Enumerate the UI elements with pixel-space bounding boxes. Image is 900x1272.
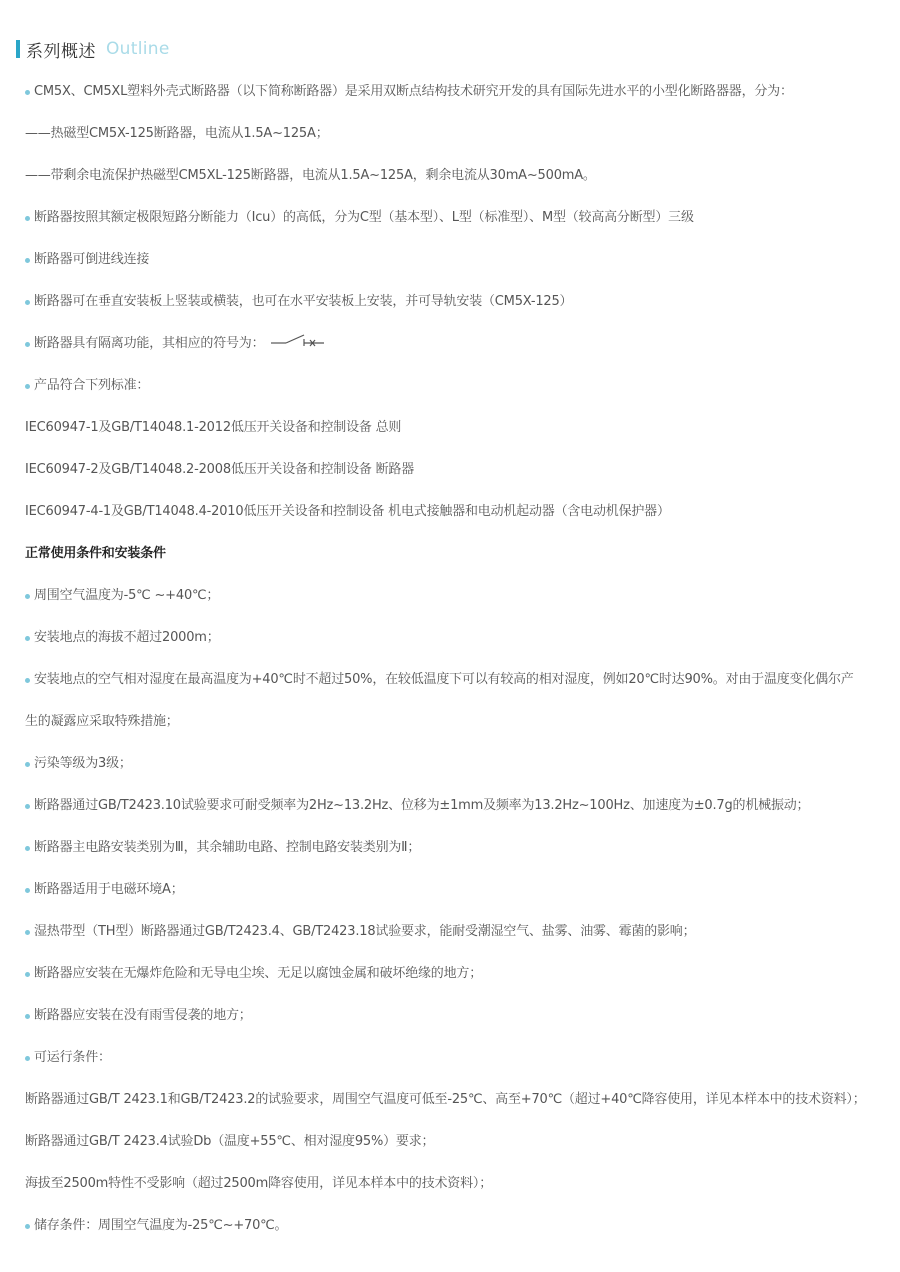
bullet-dot-icon	[25, 846, 30, 851]
line-text: ——带剩余电流保护热磁型CM5XL-125断路器，电流从1.5A~125A，剩余电流从30mA~500mA。	[25, 168, 596, 183]
line-text: IEC60947-4-1及GB/T14048.4-2010低压开关设备和控制设备 机电式接触器和电动机起动器（含电动机保护器）	[25, 504, 670, 519]
line-text: 断路器应安装在无爆炸危险和无导电尘埃、无足以腐蚀金属和破坏绝缘的地方；	[34, 966, 483, 981]
section-title-en: Outline	[106, 39, 170, 59]
accent-bar	[16, 40, 20, 58]
section-heading	[25, 533, 875, 575]
bullet-dot-icon	[25, 90, 30, 95]
bullet-dot-icon	[25, 930, 30, 935]
bullet-dot-icon	[25, 762, 30, 767]
text-line	[25, 1037, 875, 1079]
bullet-dot-icon	[25, 972, 30, 977]
text-line	[25, 743, 875, 785]
content-body	[25, 71, 875, 1247]
line-text: 湿热带型（TH型）断路器通过GB/T2423.4、GB/T2423.18试验要求，能耐受潮湿空气、盐雾、油雾、霉菌的影响；	[34, 924, 696, 939]
text-line	[25, 155, 875, 197]
bullet-dot-icon	[25, 804, 30, 809]
text-line	[25, 407, 875, 449]
text-line	[25, 617, 875, 659]
line-text: 安装地点的空气相对湿度在最高温度为+40℃时不超过50%，在较低温度下可以有较高的相对湿度，例如20℃时达90%。对由于温度变化偶尔产	[34, 672, 854, 687]
text-line	[25, 827, 875, 869]
text-line	[25, 701, 875, 743]
text-line	[25, 1079, 875, 1121]
bullet-dot-icon	[25, 636, 30, 641]
text-line	[25, 113, 875, 155]
isolator-symbol-icon	[270, 323, 326, 365]
line-text: 周围空气温度为-5℃ ~+40℃；	[34, 588, 220, 603]
text-line	[25, 365, 875, 407]
text-line	[25, 239, 875, 281]
text-line	[25, 281, 875, 323]
text-line	[25, 575, 875, 617]
line-text: IEC60947-2及GB/T14048.2-2008低压开关设备和控制设备 断路器	[25, 462, 415, 477]
line-text: 可运行条件：	[34, 1050, 111, 1065]
text-line	[25, 491, 875, 533]
bullet-dot-icon	[25, 594, 30, 599]
text-line	[25, 1205, 875, 1247]
line-text: 断路器通过GB/T 2423.4试验Db（温度+55℃、相对湿度95%）要求；	[25, 1134, 435, 1149]
bullet-dot-icon	[25, 1056, 30, 1061]
line-text: CM5X、CM5XL塑料外壳式断路器（以下简称断路器）是采用双断点结构技术研究开发的具有国际先进水平的小型化断路器器，分为：	[34, 84, 793, 99]
line-text: ——热磁型CM5X-125断路器，电流从1.5A~125A；	[25, 126, 329, 141]
bullet-dot-icon	[25, 1224, 30, 1229]
text-line	[25, 659, 875, 701]
bullet-dot-icon	[25, 300, 30, 305]
line-text: 生的凝露应采取特殊措施；	[25, 714, 179, 729]
text-line	[25, 995, 875, 1037]
line-text: 断路器可在垂直安装板上竖装或横装，也可在水平安装板上安装，并可导轨安装（CM5X-125）	[34, 294, 573, 309]
text-line	[25, 785, 875, 827]
line-text: 安装地点的海拔不超过2000m；	[34, 630, 220, 645]
text-line	[25, 197, 875, 239]
text-line	[25, 911, 875, 953]
line-text: 断路器具有隔离功能，其相应的符号为：	[34, 336, 265, 351]
line-text: 断路器通过GB/T 2423.1和GB/T2423.2的试验要求，周围空气温度可低至-25℃、高至+70℃（超过+40℃降容使用，详见本样本中的技术资料）；	[25, 1092, 866, 1107]
text-line	[25, 1163, 875, 1205]
line-text: 断路器按照其额定极限短路分断能力（Icu）的高低，分为C型（基本型）、L型（标准型）、M型（较高高分断型）三级	[34, 210, 694, 225]
line-text: 产品符合下列标准：	[34, 378, 150, 393]
line-text: 断路器通过GB/T2423.10试验要求可耐受频率为2Hz~13.2Hz、位移为±1mm及频率为13.2Hz~100Hz、加速度为±0.7g的机械振动；	[34, 798, 810, 813]
bullet-dot-icon	[25, 888, 30, 893]
line-text: 储存条件：周围空气温度为-25℃~+70℃。	[34, 1218, 288, 1233]
bullet-dot-icon	[25, 1014, 30, 1019]
bullet-dot-icon	[25, 216, 30, 221]
text-line	[25, 449, 875, 491]
text-line	[25, 1121, 875, 1163]
section-title-cn: 系列概述	[26, 41, 96, 62]
line-text: 断路器适用于电磁环境A；	[34, 882, 184, 897]
line-text: 断路器应安装在没有雨雪侵袭的地方；	[34, 1008, 252, 1023]
line-text: 正常使用条件和安装条件	[25, 546, 166, 561]
line-text: IEC60947-1及GB/T14048.1-2012低压开关设备和控制设备 总则	[25, 420, 402, 435]
bullet-dot-icon	[25, 342, 30, 347]
bullet-dot-icon	[25, 258, 30, 263]
bullet-dot-icon	[25, 384, 30, 389]
line-text: 断路器可倒进线连接	[34, 252, 150, 267]
text-line	[25, 323, 875, 365]
section-header	[16, 38, 170, 60]
line-text: 污染等级为3级；	[34, 756, 132, 771]
line-text: 海拔至2500m特性不受影响（超过2500m降容使用，详见本样本中的技术资料）；	[25, 1176, 492, 1191]
text-line	[25, 869, 875, 911]
bullet-dot-icon	[25, 678, 30, 683]
text-line	[25, 953, 875, 995]
line-text: 断路器主电路安装类别为Ⅲ，其余辅助电路、控制电路安装类别为Ⅱ；	[34, 840, 421, 855]
text-line	[25, 71, 875, 113]
